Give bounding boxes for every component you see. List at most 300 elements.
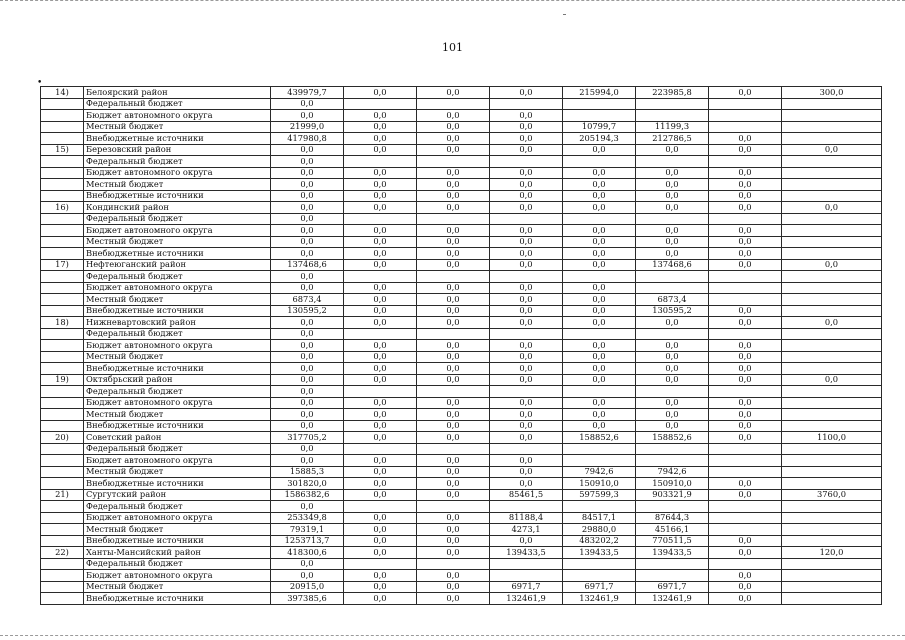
row-number <box>41 593 84 605</box>
value-cell: 0,0 <box>417 420 490 432</box>
value-cell: 0,0 <box>636 409 709 421</box>
funding-source-row <box>41 466 882 478</box>
row-number <box>41 524 84 536</box>
value-cell: 0,0 <box>271 282 344 294</box>
row-number <box>41 409 84 421</box>
value-cell <box>563 570 636 582</box>
value-cell: 0,0 <box>417 179 490 191</box>
value-cell <box>782 294 882 306</box>
district-row <box>41 489 882 501</box>
value-cell <box>709 386 782 398</box>
value-cell: 0,0 <box>417 363 490 375</box>
value-cell: 45166,1 <box>636 524 709 536</box>
funding-source-row <box>41 478 882 490</box>
value-cell: 417980,8 <box>271 133 344 145</box>
value-cell: 0,0 <box>417 133 490 145</box>
value-cell: 0,0 <box>636 190 709 202</box>
value-cell: 0,0 <box>271 179 344 191</box>
district-name: Нижневартовский район <box>84 317 271 329</box>
funding-source-row <box>41 397 882 409</box>
value-cell: 0,0 <box>709 397 782 409</box>
value-cell <box>782 98 882 110</box>
row-number: 20) <box>41 432 84 444</box>
value-cell: 0,0 <box>709 167 782 179</box>
value-cell <box>344 156 417 168</box>
value-cell: 0,0 <box>563 374 636 386</box>
value-cell: 0,0 <box>636 397 709 409</box>
value-cell: 0,0 <box>344 420 417 432</box>
value-cell: 0,0 <box>271 374 344 386</box>
value-cell <box>782 110 882 122</box>
row-number <box>41 443 84 455</box>
value-cell: 597599,3 <box>563 489 636 501</box>
value-cell: 903321,9 <box>636 489 709 501</box>
value-cell <box>782 570 882 582</box>
district-row <box>41 259 882 271</box>
value-cell: 0,0 <box>709 363 782 375</box>
value-cell: 29880,0 <box>563 524 636 536</box>
row-number <box>41 340 84 352</box>
value-cell: 0,0 <box>417 167 490 179</box>
value-cell <box>782 593 882 605</box>
value-cell <box>782 282 882 294</box>
value-cell: 15885,3 <box>271 466 344 478</box>
value-cell: 0,0 <box>563 236 636 248</box>
value-cell <box>782 466 882 478</box>
value-cell: 223985,8 <box>636 87 709 99</box>
value-cell: 0,0 <box>344 535 417 547</box>
funding-source-name: Внебюджетные источники <box>84 593 271 605</box>
value-cell: 0,0 <box>271 202 344 214</box>
value-cell: 0,0 <box>417 455 490 467</box>
value-cell <box>344 213 417 225</box>
value-cell <box>636 455 709 467</box>
value-cell: 0,0 <box>344 190 417 202</box>
value-cell: 317705,2 <box>271 432 344 444</box>
funding-source-name: Внебюджетные источники <box>84 363 271 375</box>
funding-source-row <box>41 409 882 421</box>
value-cell: 0,0 <box>344 305 417 317</box>
funding-source-row <box>41 351 882 363</box>
district-name: Сургутский район <box>84 489 271 501</box>
district-row <box>41 144 882 156</box>
value-cell <box>782 121 882 133</box>
funding-source-row <box>41 558 882 570</box>
value-cell <box>563 501 636 513</box>
table-body <box>41 87 882 605</box>
value-cell: 0,0 <box>344 236 417 248</box>
value-cell <box>782 581 882 593</box>
value-cell: 0,0 <box>417 512 490 524</box>
funding-source-row <box>41 133 882 145</box>
value-cell: 0,0 <box>709 593 782 605</box>
value-cell: 0,0 <box>417 225 490 237</box>
funding-source-name: Бюджет автономного округа <box>84 512 271 524</box>
value-cell <box>417 156 490 168</box>
value-cell: 81188,4 <box>490 512 563 524</box>
value-cell: 0,0 <box>490 190 563 202</box>
value-cell: 0,0 <box>271 328 344 340</box>
value-cell: 0,0 <box>490 374 563 386</box>
value-cell: 137468,6 <box>636 259 709 271</box>
value-cell: 397385,6 <box>271 593 344 605</box>
value-cell <box>709 466 782 478</box>
value-cell: 0,0 <box>782 317 882 329</box>
funding-source-row <box>41 581 882 593</box>
value-cell <box>782 156 882 168</box>
funding-source-name: Внебюджетные источники <box>84 535 271 547</box>
district-row <box>41 374 882 386</box>
value-cell: 0,0 <box>344 524 417 536</box>
value-cell: 0,0 <box>709 202 782 214</box>
value-cell <box>709 501 782 513</box>
value-cell: 0,0 <box>271 190 344 202</box>
value-cell: 0,0 <box>709 236 782 248</box>
funding-source-name: Внебюджетные источники <box>84 478 271 490</box>
value-cell: 0,0 <box>636 248 709 260</box>
value-cell: 150910,0 <box>563 478 636 490</box>
value-cell: 0,0 <box>490 294 563 306</box>
value-cell: 0,0 <box>490 466 563 478</box>
value-cell: 0,0 <box>417 351 490 363</box>
value-cell: 0,0 <box>636 225 709 237</box>
district-name: Октябрьский район <box>84 374 271 386</box>
value-cell: 0,0 <box>490 167 563 179</box>
value-cell <box>636 98 709 110</box>
value-cell <box>490 271 563 283</box>
row-number <box>41 328 84 340</box>
value-cell <box>709 282 782 294</box>
value-cell: 0,0 <box>563 305 636 317</box>
value-cell: 0,0 <box>344 340 417 352</box>
value-cell: 0,0 <box>709 87 782 99</box>
value-cell: 7942,6 <box>563 466 636 478</box>
value-cell: 0,0 <box>563 294 636 306</box>
funding-source-row <box>41 524 882 536</box>
value-cell: 139433,5 <box>490 547 563 559</box>
value-cell: 0,0 <box>782 374 882 386</box>
value-cell: 0,0 <box>271 156 344 168</box>
row-number <box>41 501 84 513</box>
scan-mark <box>563 14 566 15</box>
value-cell: 418300,6 <box>271 547 344 559</box>
funding-source-row <box>41 535 882 547</box>
value-cell: 0,0 <box>417 593 490 605</box>
district-name: Нефтеюганский район <box>84 259 271 271</box>
funding-source-name: Федеральный бюджет <box>84 386 271 398</box>
row-number <box>41 179 84 191</box>
district-row <box>41 202 882 214</box>
value-cell: 0,0 <box>344 294 417 306</box>
row-number <box>41 478 84 490</box>
value-cell: 79319,1 <box>271 524 344 536</box>
value-cell: 0,0 <box>563 351 636 363</box>
value-cell: 0,0 <box>271 455 344 467</box>
value-cell <box>563 386 636 398</box>
value-cell: 0,0 <box>344 570 417 582</box>
value-cell <box>636 213 709 225</box>
value-cell: 0,0 <box>490 236 563 248</box>
value-cell: 0,0 <box>271 363 344 375</box>
value-cell <box>782 179 882 191</box>
value-cell: 0,0 <box>563 420 636 432</box>
value-cell <box>709 455 782 467</box>
value-cell: 0,0 <box>344 374 417 386</box>
value-cell <box>417 501 490 513</box>
funding-source-name: Местный бюджет <box>84 466 271 478</box>
value-cell: 0,0 <box>271 558 344 570</box>
value-cell: 0,0 <box>271 167 344 179</box>
funding-source-row <box>41 179 882 191</box>
funding-source-name: Бюджет автономного округа <box>84 397 271 409</box>
row-number <box>41 558 84 570</box>
value-cell: 0,0 <box>490 535 563 547</box>
funding-source-name: Внебюджетные источники <box>84 420 271 432</box>
district-row <box>41 432 882 444</box>
value-cell: 0,0 <box>490 351 563 363</box>
funding-source-row <box>41 570 882 582</box>
row-number <box>41 386 84 398</box>
value-cell: 0,0 <box>344 317 417 329</box>
value-cell: 0,0 <box>417 524 490 536</box>
funding-source-row <box>41 248 882 260</box>
value-cell: 150910,0 <box>636 478 709 490</box>
value-cell: 0,0 <box>344 225 417 237</box>
value-cell <box>782 340 882 352</box>
value-cell: 0,0 <box>636 340 709 352</box>
funding-source-row <box>41 512 882 524</box>
value-cell: 0,0 <box>709 409 782 421</box>
value-cell: 0,0 <box>563 340 636 352</box>
value-cell <box>709 512 782 524</box>
value-cell: 0,0 <box>344 167 417 179</box>
value-cell: 0,0 <box>490 202 563 214</box>
value-cell <box>563 328 636 340</box>
value-cell: 0,0 <box>344 110 417 122</box>
value-cell <box>782 501 882 513</box>
row-number <box>41 535 84 547</box>
value-cell <box>782 305 882 317</box>
value-cell: 0,0 <box>563 317 636 329</box>
value-cell <box>709 110 782 122</box>
value-cell: 0,0 <box>490 397 563 409</box>
value-cell: 0,0 <box>490 133 563 145</box>
value-cell: 0,0 <box>490 420 563 432</box>
value-cell <box>782 455 882 467</box>
value-cell <box>782 190 882 202</box>
row-number <box>41 363 84 375</box>
funding-source-name: Внебюджетные источники <box>84 305 271 317</box>
value-cell: 0,0 <box>417 294 490 306</box>
value-cell: 0,0 <box>709 489 782 501</box>
value-cell <box>563 98 636 110</box>
value-cell: 0,0 <box>490 478 563 490</box>
value-cell: 120,0 <box>782 547 882 559</box>
scan-edge-bottom <box>0 635 905 638</box>
value-cell <box>636 386 709 398</box>
value-cell: 0,0 <box>344 282 417 294</box>
value-cell: 0,0 <box>271 443 344 455</box>
value-cell: 85461,5 <box>490 489 563 501</box>
value-cell: 130595,2 <box>636 305 709 317</box>
funding-source-name: Местный бюджет <box>84 581 271 593</box>
value-cell <box>782 386 882 398</box>
funding-source-name: Внебюджетные источники <box>84 190 271 202</box>
value-cell: 0,0 <box>490 121 563 133</box>
value-cell: 0,0 <box>344 478 417 490</box>
value-cell: 0,0 <box>636 363 709 375</box>
value-cell: 0,0 <box>417 409 490 421</box>
value-cell: 87644,3 <box>636 512 709 524</box>
value-cell <box>344 98 417 110</box>
funding-source-row <box>41 363 882 375</box>
funding-source-row <box>41 501 882 513</box>
funding-source-name: Федеральный бюджет <box>84 213 271 225</box>
value-cell: 0,0 <box>271 225 344 237</box>
value-cell: 0,0 <box>563 363 636 375</box>
funding-source-row <box>41 328 882 340</box>
value-cell: 0,0 <box>709 547 782 559</box>
value-cell <box>782 409 882 421</box>
value-cell: 0,0 <box>417 489 490 501</box>
value-cell <box>563 110 636 122</box>
value-cell <box>344 271 417 283</box>
value-cell <box>417 328 490 340</box>
value-cell: 0,0 <box>344 593 417 605</box>
row-number <box>41 271 84 283</box>
value-cell <box>417 213 490 225</box>
value-cell: 0,0 <box>709 340 782 352</box>
value-cell <box>782 271 882 283</box>
value-cell: 0,0 <box>271 409 344 421</box>
value-cell <box>490 443 563 455</box>
value-cell: 4273,1 <box>490 524 563 536</box>
row-number <box>41 133 84 145</box>
value-cell: 3760,0 <box>782 489 882 501</box>
value-cell: 0,0 <box>709 144 782 156</box>
value-cell: 0,0 <box>490 259 563 271</box>
value-cell: 0,0 <box>709 432 782 444</box>
row-number <box>41 420 84 432</box>
funding-source-name: Федеральный бюджет <box>84 443 271 455</box>
row-number <box>41 213 84 225</box>
value-cell <box>417 98 490 110</box>
value-cell: 0,0 <box>417 236 490 248</box>
row-number <box>41 294 84 306</box>
value-cell <box>709 294 782 306</box>
value-cell <box>782 443 882 455</box>
value-cell: 0,0 <box>490 87 563 99</box>
value-cell: 7942,6 <box>636 466 709 478</box>
value-cell <box>563 213 636 225</box>
value-cell <box>636 570 709 582</box>
funding-source-row <box>41 386 882 398</box>
funding-source-row <box>41 443 882 455</box>
value-cell <box>782 535 882 547</box>
funding-source-name: Бюджет автономного округа <box>84 110 271 122</box>
value-cell: 0,0 <box>563 179 636 191</box>
value-cell: 0,0 <box>271 340 344 352</box>
value-cell: 0,0 <box>490 317 563 329</box>
row-number <box>41 167 84 179</box>
value-cell: 0,0 <box>344 179 417 191</box>
value-cell <box>563 156 636 168</box>
value-cell <box>709 558 782 570</box>
row-number: 21) <box>41 489 84 501</box>
value-cell: 0,0 <box>709 374 782 386</box>
funding-source-row <box>41 294 882 306</box>
value-cell: 0,0 <box>417 317 490 329</box>
funding-source-row <box>41 340 882 352</box>
value-cell: 0,0 <box>490 144 563 156</box>
value-cell <box>563 271 636 283</box>
value-cell: 0,0 <box>344 363 417 375</box>
value-cell: 0,0 <box>417 144 490 156</box>
funding-source-row <box>41 455 882 467</box>
value-cell: 6873,4 <box>636 294 709 306</box>
value-cell <box>490 570 563 582</box>
funding-source-name: Бюджет автономного округа <box>84 340 271 352</box>
value-cell <box>782 558 882 570</box>
value-cell: 0,0 <box>490 363 563 375</box>
value-cell: 0,0 <box>709 133 782 145</box>
value-cell: 158852,6 <box>636 432 709 444</box>
row-number <box>41 225 84 237</box>
funding-source-name: Федеральный бюджет <box>84 328 271 340</box>
value-cell: 130595,2 <box>271 305 344 317</box>
row-number <box>41 397 84 409</box>
value-cell: 0,0 <box>709 535 782 547</box>
value-cell: 0,0 <box>271 420 344 432</box>
value-cell: 0,0 <box>636 202 709 214</box>
value-cell: 0,0 <box>490 432 563 444</box>
value-cell <box>490 501 563 513</box>
row-number <box>41 110 84 122</box>
value-cell: 0,0 <box>271 110 344 122</box>
value-cell: 0,0 <box>636 317 709 329</box>
value-cell: 300,0 <box>782 87 882 99</box>
value-cell: 770511,5 <box>636 535 709 547</box>
value-cell: 0,0 <box>417 87 490 99</box>
value-cell: 0,0 <box>782 202 882 214</box>
value-cell <box>417 443 490 455</box>
funding-source-row <box>41 225 882 237</box>
funding-source-name: Федеральный бюджет <box>84 558 271 570</box>
row-number <box>41 236 84 248</box>
value-cell: 0,0 <box>563 167 636 179</box>
value-cell: 0,0 <box>709 248 782 260</box>
scan-edge-top <box>0 0 905 3</box>
value-cell <box>636 282 709 294</box>
funding-source-name: Бюджет автономного округа <box>84 282 271 294</box>
row-number <box>41 466 84 478</box>
value-cell: 0,0 <box>271 317 344 329</box>
value-cell: 0,0 <box>490 282 563 294</box>
value-cell: 439979,7 <box>271 87 344 99</box>
value-cell: 0,0 <box>417 340 490 352</box>
value-cell <box>782 328 882 340</box>
value-cell: 0,0 <box>344 397 417 409</box>
value-cell: 1586382,6 <box>271 489 344 501</box>
value-cell: 0,0 <box>417 478 490 490</box>
value-cell: 0,0 <box>490 340 563 352</box>
value-cell <box>490 98 563 110</box>
value-cell <box>417 558 490 570</box>
value-cell: 0,0 <box>344 489 417 501</box>
value-cell <box>490 213 563 225</box>
funding-source-name: Бюджет автономного округа <box>84 225 271 237</box>
value-cell: 0,0 <box>417 121 490 133</box>
